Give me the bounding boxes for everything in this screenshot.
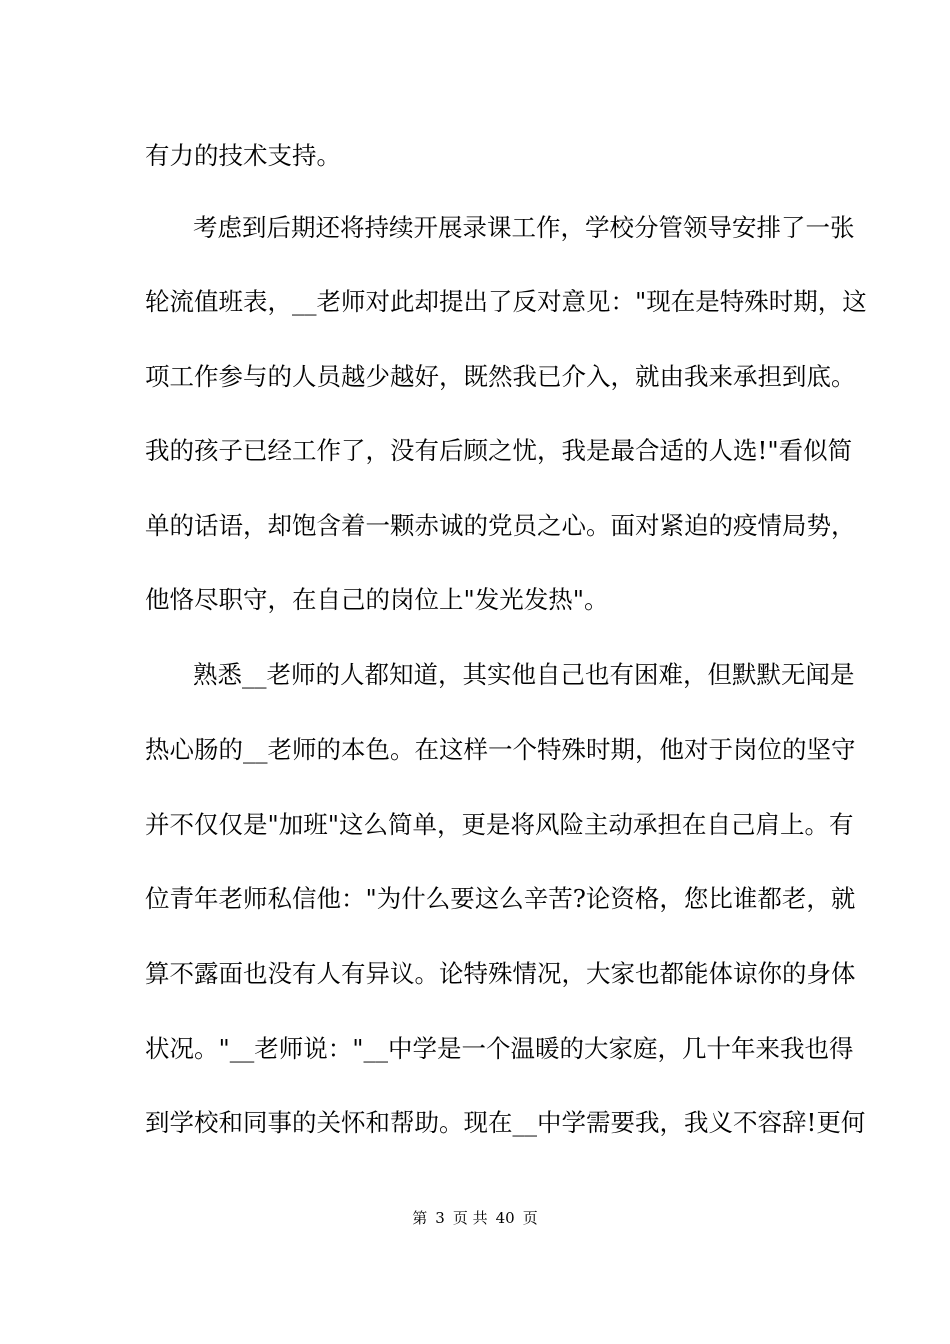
paragraph-line-5: 我的孩子已经工作了，没有后顾之忧，我是最合适的人选!"看似简: [145, 436, 853, 465]
paragraph-line-8: 熟悉__老师的人都知道，其实他自己也有困难，但默默无闻是: [193, 660, 855, 689]
paragraph-line-6: 单的话语，却饱含着一颗赤诚的党员之心。面对紧迫的疫情局势，: [145, 511, 856, 540]
paragraph-line-4: 项工作参与的人员越少越好，既然我已介入，就由我来承担到底。: [145, 362, 856, 391]
footer-middle: 页 共: [452, 1209, 488, 1227]
footer-current-page: 3: [435, 1209, 445, 1227]
paragraph-line-10: 并不仅仅是"加班"这么简单，更是将风险主动承担在自己肩上。有: [145, 810, 854, 839]
paragraph-line-14: 到学校和同事的关怀和帮助。现在__中学需要我，我义不容辞!更何: [145, 1108, 866, 1137]
paragraph-line-9: 热心肠的__老师的本色。在这样一个特殊时期，他对于岗位的坚守: [145, 735, 856, 764]
paragraph-line-7: 他恪尽职守，在自己的岗位上"发光发热"。: [145, 585, 609, 614]
paragraph-line-11: 位青年老师私信他："为什么要这么辛苦?论资格，您比谁都老，就: [145, 884, 856, 913]
footer-suffix: 页: [522, 1209, 538, 1227]
footer-prefix: 第: [412, 1209, 428, 1227]
paragraph-line-13: 状况。"__老师说："__中学是一个温暖的大家庭，几十年来我也得: [145, 1034, 854, 1063]
footer-total-pages: 40: [495, 1209, 515, 1227]
paragraph-line-3: 轮流值班表，__老师对此却提出了反对意见："现在是特殊时期，这: [145, 287, 867, 316]
paragraph-line-1: 有力的技术支持。: [145, 141, 341, 170]
paragraph-line-2: 考虑到后期还将持续开展录课工作，学校分管领导安排了一张: [193, 213, 855, 242]
paragraph-line-12: 算不露面也没有人有异议。论特殊情况，大家也都能体谅你的身体: [145, 959, 856, 988]
page-footer: [0, 1208, 950, 1228]
